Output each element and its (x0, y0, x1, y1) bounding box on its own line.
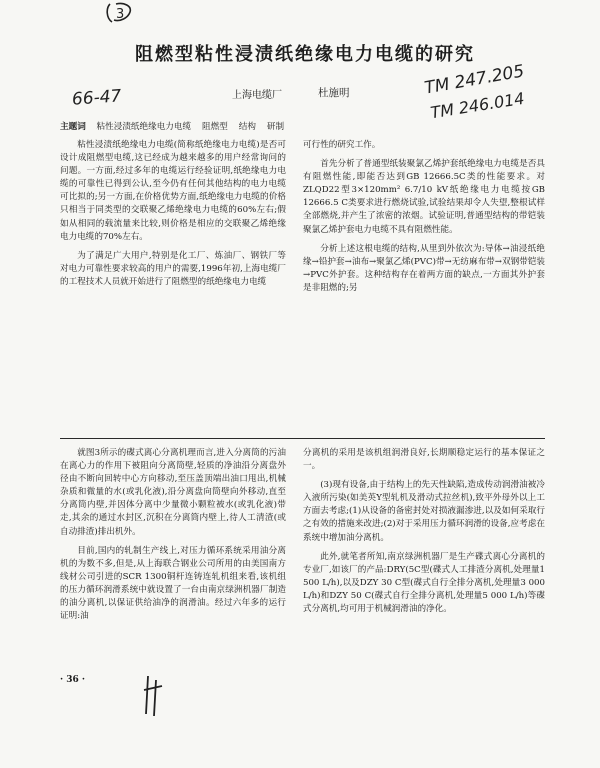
paragraph: 粘性浸渍纸绝缘电力电缆(简称纸绝缘电力电缆)是否可设计成阻燃型电缆,这已经成为越来越多的用户经常询问的问题。一方面,经过多年的电缆运行经验证明,纸绝缘电力电缆的可靠性已得到公认,至今仍有任何其他结构的电力电缆可比拟的;另一方面,在价格优势方面,纸绝缘电力电缆的价格只相当于同类型的交联聚乙烯绝缘电力电缆的60%左右;假如从相同的载流量来比较,则价格是相应的交联聚乙烯绝缘电力电缆的70%左右。 (60, 140, 286, 242)
page-number: · 36 · (60, 675, 86, 685)
paragraph: 分析上述这根电缆的结构,从里到外依次为:导体→油浸纸绝缘→铅护套→油布→聚氯乙烯(PVC)带→无纺麻布带→双钢带铠装→PVC外护套。这种结构存在着两方面的缺点,一方面其外护套是非阻燃的;另 (303, 243, 545, 293)
handwritten-classification-1: TM 247.205 (423, 61, 526, 99)
keyword-item: 粘性浸渍纸绝缘电力电缆 (96, 122, 192, 132)
keyword-item: 结构 (238, 122, 256, 132)
paragraph: (3)现有设备,由于结构上的先天性缺陷,造成传动润滑油被冷入液所污染(如美英Y型轧机及滑动式拉丝机),致平外母外以上工方面去考虑;(1)从设备的备密封处对损液漏渗进,以及如何采取行之有效的措施来改进;(2)对于采用压力循环润滑的设备,应考虑在系统中增加油分离机。 (303, 480, 545, 543)
article-column-right (303, 139, 545, 295)
handwritten-mark-icon (140, 670, 170, 718)
keywords-line (60, 120, 284, 132)
paragraph: 目前,国内的轧制生产线上,对压力循环系统采用油分离机的为数不多,但是,从上海联合钢业公司所用的由美国南方线材公司引进的SCR 1300铜杆连铸连轧机组来看,该机组的压力循环润滑系统中就设置了一台由南京绿洲机器厂制造的油分离机,以保证供给油净的润滑油。经过六年多的运行证明:油 (60, 545, 286, 622)
circle-mark-icon (102, 0, 140, 26)
continued-column-left (60, 447, 286, 623)
keyword-item: 阻燃型 (202, 122, 228, 132)
handwritten-classification-2: TM 246.014 (429, 88, 526, 123)
paragraph: 就图3所示的碟式离心分离机理而言,进入分离筒的污油在离心力的作用下被阻向分离筒壁,轻质的净油沿分离盘外径由不断向回转中心方向移动,至压盖顶端出油口甩出,机械杂质和微量的水(或乳化液),沿分离盘向筒壁向外移动,直至分离筒内壁,并因体分离中少量微小颗粒被水(或乳化液)带走,其余的通过水封区,沉积在分离筒内壁上,待人工清渣(或自动排渣)排出机外。 (60, 448, 286, 537)
article-column-left (60, 139, 286, 289)
section-divider (60, 438, 545, 439)
keywords-label: 主题词 (60, 122, 86, 132)
affiliation: 上海电缆厂 (232, 90, 282, 101)
paragraph: 此外,就笔者所知,南京绿洲机器厂是生产碟式离心分离机的专业厂,如该厂的产品:DRY(5C型(碟式人工排渣分离机,处理量1 500 L/h),以及DZY 30 C型(碟式自行全排分离机,处理量3 000 L/h)和DZY 50 C(碟式自行全排分离机,处理量5 000 L/h)等碟式分离机,均可用于机械润滑油的净化。 (303, 551, 545, 615)
paragraph: 为了满足广大用户,特别是化工厂、炼油厂、钢铁厂等对电力可靠性要求较高的用户的需要,1996年初,上海电缆厂的工程技术人员就开始进行了阻燃型的纸绝缘电力电缆 (60, 250, 286, 287)
handwritten-note: 66-47 (71, 86, 123, 110)
author: 杜施明 (318, 87, 350, 99)
paragraph: 可行性的研究工作。 (303, 140, 381, 150)
page-title: 阻燃型粘性浸渍纸绝缘电力电缆的研究 (135, 44, 475, 65)
svg-text:3: 3 (116, 7, 125, 22)
continued-column-right (303, 447, 545, 616)
keyword-item: 研制 (266, 122, 285, 132)
paragraph: 首先分析了普通型纸装聚氯乙烯护套纸绝缘电力电缆是否具有阻燃性能,即能否达到GB 12666.5C类的性能要求。对ZLQD22型3×120mm² 6.7/10 kV纸绝缘电力电缆按GB 12666.5 C类要求进行燃烧试验,试验结果却令人失望,整根试样全部燃烧,并产生了浓密的浓烟。试验证明,普通型结构的带铠装聚氯乙烯护套电力电缆不具有阻燃性能。 (303, 159, 545, 235)
paragraph: 分离机的采用是该机组润滑良好,长期顺稳定运行的基本保证之一。 (303, 448, 545, 472)
